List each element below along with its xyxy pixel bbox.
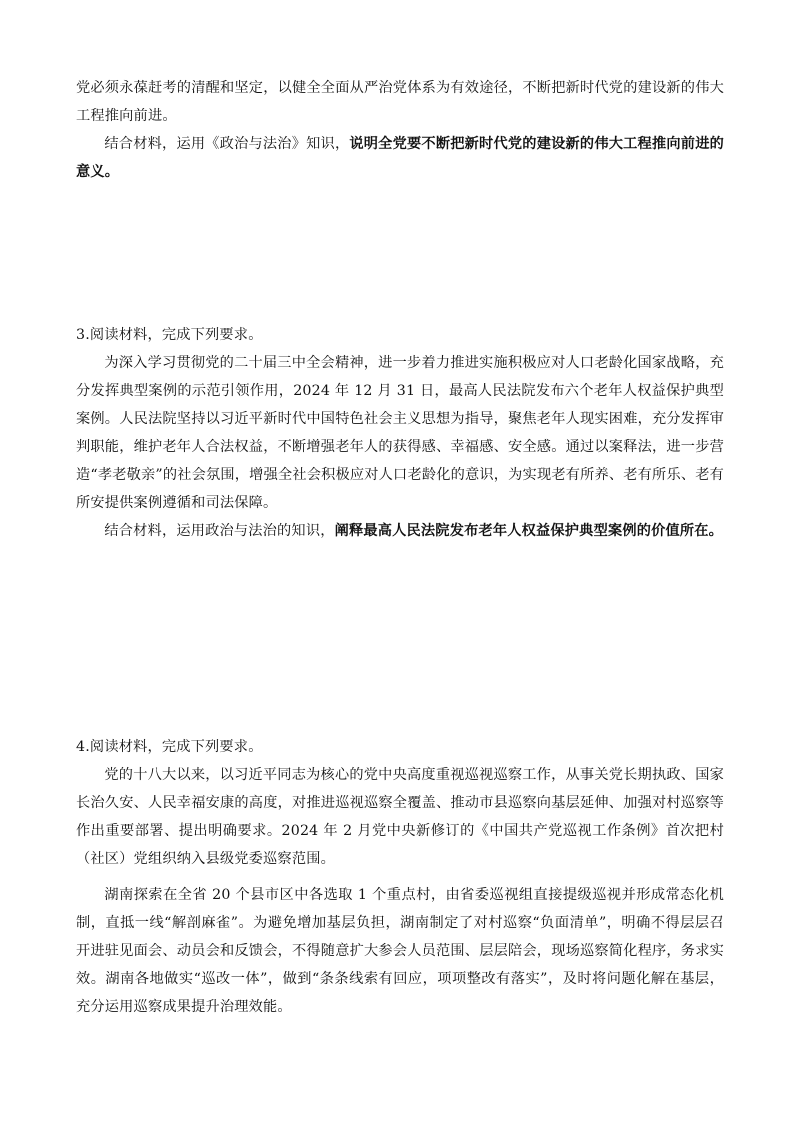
material-paragraph: 党的十八大以来，以习近平同志为核心的党中央高度重视巡视巡察工作，从事关党长期执政、国家长治久安、人民幸福安康的高度，对推进巡视巡察全覆盖、推动市县巡察向基层延伸、加强对村巡察等作出重要部署、提出明确要求。2024 年 2 月党中央新修订的《中国共产党巡视工作条例》首次把村（社区）党组织纳入县级党委巡察范围。 bbox=[76, 767, 724, 867]
task-emphasis: 说明全党要不断把新时代党的建设新的伟大工程推向前进的意义。 bbox=[76, 136, 724, 180]
material-paragraph: 党必须永葆赶考的清醒和坚定，以健全全面从严治党体系为有效途径，不断把新时代党的建设新的伟大工程推向前进。 bbox=[76, 80, 724, 124]
question-task bbox=[76, 517, 724, 545]
task-prefix: 结合材料，运用政治与法治的知识， bbox=[104, 523, 335, 539]
material-paragraph: 湖南探索在全省 20 个县市区中各选取 1 个重点村，由省委巡视组直接提级巡视并形成常态化机制，直抵一线“解剖麻雀”。为避免增加基层负担，湖南制定了对村巡察“负面清单”，明确不得层层召开进驻见面会、动员会和反馈会，不得随意扩大参会人员范围、层层陪会，现场巡察简化程序，务求实效。湖南各地做实“巡改一体”，做到“条条线索有回应，项项整改有落实”，及时将问题化解在基层，充分运用巡察成果提升治理效能。 bbox=[76, 887, 724, 1015]
question-heading: 4.阅读材料，完成下列要求。 bbox=[76, 739, 263, 755]
task-prefix: 结合材料，运用《政治与法治》知识， bbox=[104, 136, 350, 152]
task-emphasis: 阐释最高人民法院发布老年人权益保护典型案例的价值所在。 bbox=[334, 523, 724, 539]
material-paragraph: 为深入学习贯彻党的二十届三中全会精神，进一步着力推进实施积极应对人口老龄化国家战略，充分发挥典型案例的示范引领作用，2024 年 12 月 31 日，最高人民法院发布六个老年人权益保护典型案例。人民法院坚持以习近平新时代中国特色社会主义思想为指导，聚焦老年人现实困难，充分发挥审判职能，维护老年人合法权益，不断增强老年人的获得感、幸福感、安全感。通过以案释法，进一步营造“孝老敬亲”的社会氛围，增强全社会积极应对人口老龄化的意识，为实现老有所养、老有所乐、老有所安提供案例遵循和司法保障。 bbox=[76, 355, 724, 511]
question-3 bbox=[76, 321, 724, 545]
previous-question-tail bbox=[76, 74, 724, 186]
question-4 bbox=[76, 733, 724, 1021]
question-heading: 3.阅读材料，完成下列要求。 bbox=[76, 327, 263, 343]
question-task bbox=[76, 130, 724, 186]
